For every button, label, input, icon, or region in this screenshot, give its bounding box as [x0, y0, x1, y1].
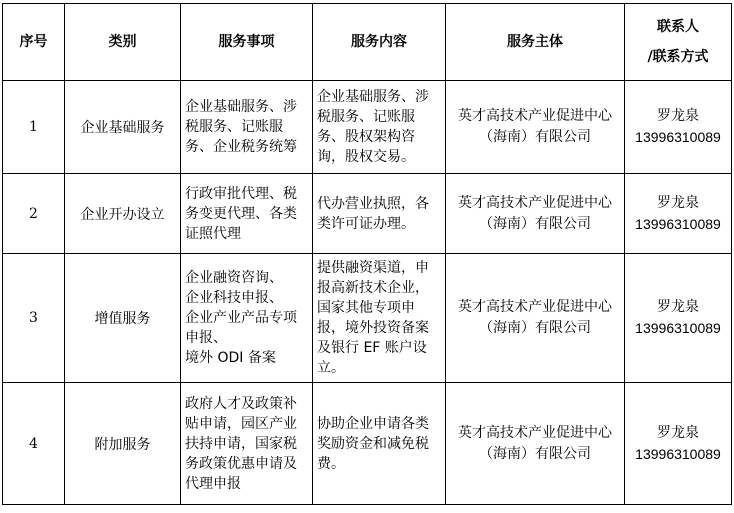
contact-name: 罗龙泉 — [657, 194, 699, 211]
cell-items: 政府人才及政策补贴申请，园区产业扶持申请，国家税务政策优惠申请及代理申报 — [181, 383, 313, 505]
cell-category: 附加服务 — [65, 383, 181, 505]
cell-no: 2 — [3, 174, 65, 254]
item-line: 境外 ODI 备案 — [185, 350, 276, 366]
header-category: 类别 — [65, 4, 181, 81]
header-contact-line1: 联系人 — [657, 19, 699, 35]
item-line: 企业科技申报、 — [185, 290, 283, 306]
cell-content: 协助企业申请各类奖励资金和减免税费。 — [313, 383, 446, 505]
cell-items: 企业基础服务、涉税服务、记账服务、企业税务统筹 — [181, 81, 313, 174]
header-no: 序号 — [3, 4, 65, 81]
header-content: 服务内容 — [313, 4, 446, 81]
cell-items — [181, 254, 313, 383]
contact-phone: 13996310089 — [635, 320, 721, 336]
contact-name: 罗龙泉 — [657, 424, 699, 441]
table-row — [3, 174, 732, 254]
cell-content: 企业基础服务、涉税服务、记账服务、股权架构咨询，股权交易。 — [313, 81, 446, 174]
cell-contact — [625, 174, 732, 254]
header-contact-line2: /联系方式 — [647, 49, 709, 65]
contact-name: 罗龙泉 — [657, 108, 699, 124]
cell-category: 企业开办设立 — [65, 174, 181, 254]
table-row — [3, 383, 732, 505]
services-table — [2, 3, 732, 505]
table-row — [3, 81, 732, 174]
cell-contact — [625, 81, 732, 174]
cell-no: 1 — [3, 81, 65, 174]
cell-provider: 英才高技术产业促进中心（海南）有限公司 — [446, 383, 625, 505]
cell-contact — [625, 383, 732, 505]
cell-provider: 英才高技术产业促进中心（海南）有限公司 — [446, 174, 625, 254]
header-contact — [625, 4, 732, 81]
cell-no: 4 — [3, 383, 65, 505]
cell-items: 行政审批代理、税务变更代理、各类证照代理 — [181, 174, 313, 254]
cell-content: 代办营业执照，各类许可证办理。 — [313, 174, 446, 254]
item-line: 企业融资咨询、 — [185, 270, 283, 286]
cell-provider: 英才高技术产业促进中心（海南）有限公司 — [446, 254, 625, 383]
table-row — [3, 254, 732, 383]
header-row — [3, 4, 732, 81]
contact-phone: 13996310089 — [635, 445, 721, 462]
header-items: 服务事项 — [181, 4, 313, 81]
contact-phone: 13996310089 — [635, 215, 721, 232]
cell-content: 提供融资渠道，申报高新技术企业，国家其他专项申报，境外投资备案及银行 EF 账户设立。 — [313, 254, 446, 383]
cell-provider: 英才高技术产业促进中心（海南）有限公司 — [446, 81, 625, 174]
cell-category: 增值服务 — [65, 254, 181, 383]
cell-category: 企业基础服务 — [65, 81, 181, 174]
item-line: 企业产业产品专项申报、 — [185, 310, 297, 346]
cell-contact — [625, 254, 732, 383]
header-provider: 服务主体 — [446, 4, 625, 81]
contact-phone: 13996310089 — [635, 129, 721, 145]
cell-no: 3 — [3, 254, 65, 383]
contact-name: 罗龙泉 — [657, 299, 699, 315]
